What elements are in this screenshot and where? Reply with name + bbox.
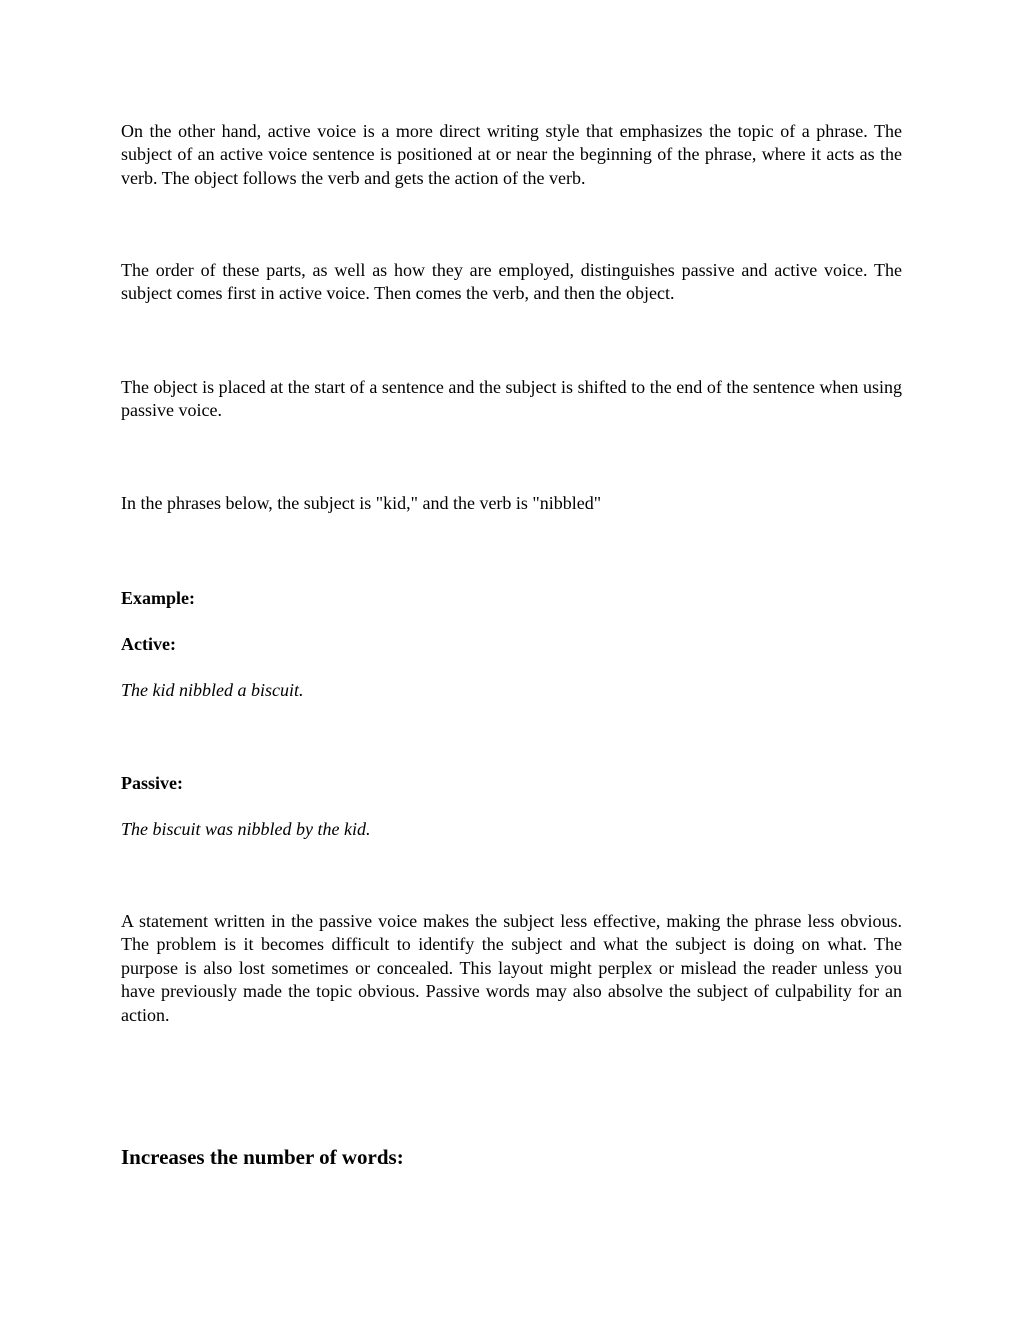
passive-label: Passive:	[121, 773, 183, 793]
section-heading: Increases the number of words:	[121, 1145, 404, 1169]
paragraph-subject-verb-intro: In the phrases below, the subject is "kid," and the verb is "nibbled"	[121, 493, 602, 513]
active-example-sentence: The kid nibbled a biscuit.	[121, 680, 304, 700]
paragraph-order-of-parts: The order of these parts, as well as how they are employed, distinguishes passive and active voice. The subject comes first in active voice. Then comes the verb, and then the object.	[121, 260, 902, 304]
passive-example-sentence: The biscuit was nibbled by the kid.	[121, 819, 371, 839]
active-label: Active:	[121, 634, 176, 654]
paragraph-passive-voice-placement: The object is placed at the start of a sentence and the subject is shifted to the end of the sentence when using passive voice.	[121, 377, 902, 421]
paragraph-passive-voice-drawbacks: A statement written in the passive voice makes the subject less effective, making the phrase less obvious. The problem is it becomes difficult to identify the subject and what the subject is doing on what. The purpose is also lost sometimes or concealed. This layout might perplex or mislead the reader unless you have previously made the topic obvious. Passive words may also absolve the subject of culpability for an action.	[121, 911, 902, 1025]
example-label: Example:	[121, 588, 195, 608]
paragraph-active-voice-definition: On the other hand, active voice is a more direct writing style that emphasizes the topic of a phrase. The subject of an active voice sentence is positioned at or near the beginning of the phrase, where it acts as the verb. The object follows the verb and gets the action of the verb.	[121, 121, 902, 188]
